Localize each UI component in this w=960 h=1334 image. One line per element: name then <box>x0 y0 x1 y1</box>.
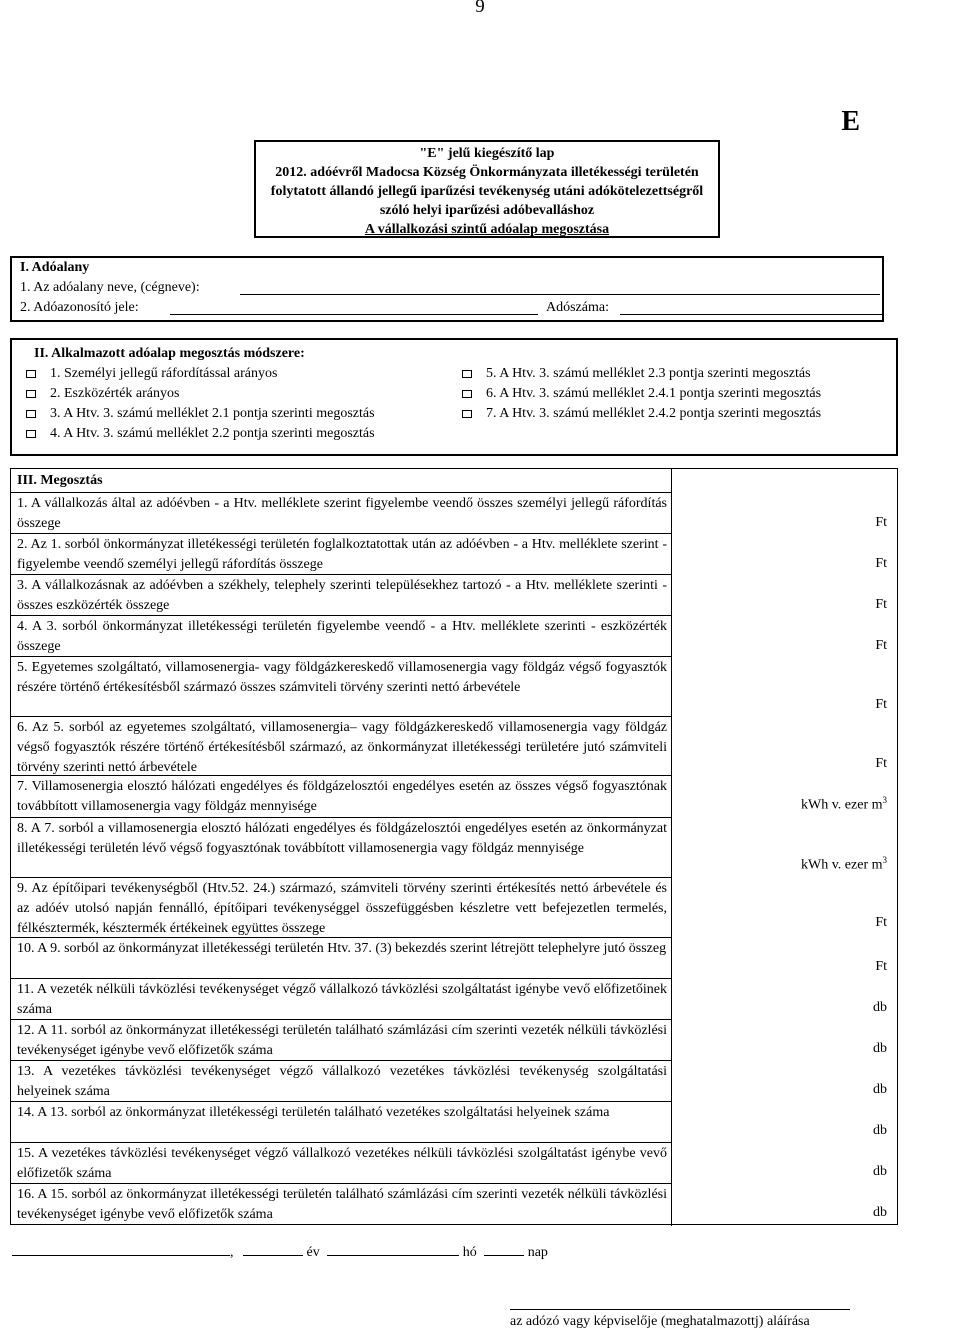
row-5: 5. Egyetemes szolgáltató, villamosenergia- vagy földgázkereskedő villamosenergia vagy földgáz végső fogyasztók részére történő értékesítésből származó összes számviteli törvény szerinti nettó árbevétele <box>11 657 671 717</box>
row-14: 14. A 13. sorból az önkormányzat illetékességi területén található vezetékes szolgáltatási helyeinek száma <box>11 1102 671 1143</box>
taxpayer-name-label: 1. Az adóalany neve, (cégneve): <box>20 280 200 295</box>
row-7: 7. Villamosenergia elosztó hálózati engedélyes és földgázelosztói engedélyes esetén az összes végső fogyasztónak továbbított villamosenergia vagy földgáz mennyisége <box>11 776 671 818</box>
unit-4: Ft <box>875 638 887 653</box>
unit-13: db <box>873 1082 887 1097</box>
unit-15: db <box>873 1164 887 1179</box>
checkbox[interactable] <box>462 390 472 398</box>
header-line-5: A vállalkozási szintű adóalap megosztása <box>364 222 610 237</box>
signature-line[interactable] <box>510 1298 850 1310</box>
section-method: II. Alkalmazott adóalap megosztás módszere: 1. Személyi jellegű ráfordítással arányos 2. Eszközérték arányos 3. A Htv. 3. számú melléklet 2.1 pontja szerinti megosztás 4. A Htv. 3. számú melléklet 2.2 pontja szerinti megosztás 5. A Htv. 3. számú melléklet 2.3 pontja szerinti megosztás 6. A Htv. 3. számú melléklet 2.4.1 pontja szerinti megosztás 7. A Htv. 3. számú melléklet 2.4.2 pontja szerinti megosztás <box>10 338 898 456</box>
row-12: 12. A 11. sorból az önkormányzat illetékességi területén található számlázási cím szerinti vezeték nélküli távközlési tevékenységet igénybe vevő előfizetők száma <box>11 1020 671 1061</box>
header-line-4: szóló helyi iparűzési adóbevalláshoz <box>379 203 595 218</box>
section-2-title: II. Alkalmazott adóalap megosztás módszere: <box>34 346 305 361</box>
section-3-title: III. Megosztás <box>11 469 671 493</box>
form-letter: E <box>841 106 860 137</box>
unit-9: Ft <box>875 915 887 930</box>
row-8: 8. A 7. sorból a villamosenergia elosztó hálózati engedélyes és földgázelosztói engedélyes esetén az önkormányzat illetékességi területén lévő végső fogyasztónak továbbított villamosenergia vagy földgáz mennyisége <box>11 818 671 878</box>
unit-11: db <box>873 1000 887 1015</box>
row-13: 13. A vezetékes távközlési tevékenységet végző vállalkozó vezetékes távközlési tevékenység szolgáltatási helyeinek száma <box>11 1061 671 1102</box>
unit-2: Ft <box>875 556 887 571</box>
checkbox[interactable] <box>462 370 472 378</box>
section-taxpayer <box>10 256 884 322</box>
form-header <box>254 140 720 238</box>
unit-6: Ft <box>875 756 887 771</box>
checkbox[interactable] <box>462 410 472 418</box>
tax-number-field[interactable] <box>620 314 882 315</box>
tax-number-label: Adószáma: <box>546 300 609 315</box>
tax-id-field[interactable] <box>170 314 538 315</box>
column-divider <box>671 469 672 1226</box>
year-field[interactable] <box>243 1242 303 1256</box>
taxpayer-name-field[interactable] <box>240 294 880 295</box>
row-3: 3. A vállalkozásnak az adóévben a székhely, telephely szerinti településekhez tartozó - a Htv. melléklete szerinti - összes eszközérték összege <box>11 575 671 616</box>
unit-14: db <box>873 1123 887 1138</box>
unit-5: Ft <box>875 697 887 712</box>
row-11: 11. A vezeték nélküli távközlési tevékenységet végző vállalkozó távközlési szolgáltatást igénybe vevő előfizetőinek száma <box>11 979 671 1020</box>
signature-label: az adózó vagy képviselője (meghatalmazottj) aláírása <box>510 1314 810 1329</box>
row-2: 2. Az 1. sorból önkormányzat illetékességi területén foglalkoztatottak után az adóévben - a Htv. melléklete szerint - figyelembe veendő személyi jellegű ráfordítás összege <box>11 534 671 575</box>
place-date-line: , év hó nap <box>12 1242 548 1261</box>
unit-7: kWh v. ezer $m^3$ <box>801 795 887 813</box>
row-10: 10. A 9. sorból az önkormányzat illetékességi területén Htv. 37. (3) bekezdés szerint létrejött telephelyre jutó összeg <box>11 938 671 979</box>
section-apportionment <box>10 468 898 1225</box>
row-1: 1. A vállalkozás által az adóévben - a Htv. melléklete szerint figyelembe veendő összes személyi jellegű ráfordítás összege <box>11 493 671 534</box>
page-number: 9 <box>475 0 485 17</box>
header-line-2: 2012. adóévről Madocsa Község Önkormányzata illetékességi területén <box>275 165 699 180</box>
unit-8: kWh v. ezer $m^3$ <box>801 855 887 873</box>
unit-16: db <box>873 1205 887 1220</box>
row-6: 6. Az 5. sorból az egyetemes szolgáltató, villamosenergia– vagy földgázkereskedő villamosenergia vagy földgáz végső fogyasztók részére történő értékesítésből származó, az önkormányzat illetékességi területére jutó számviteli törvény szerinti nettó árbevétele <box>11 717 671 776</box>
header-line-1: "E" jelű kiegészítő lap <box>419 146 555 161</box>
row-9: 9. Az építőipari tevékenységből (Htv.52. 24.) származó, számviteli törvény szerinti értékesítés nettó árbevétele és az adóév utolsó napján fennálló, építőipari tevékenységgel összefüggésben készletre vett befejezetlen termelés, félkésztermék, késztermék értékeinek együttes összege <box>11 878 671 938</box>
checkbox[interactable] <box>26 390 36 398</box>
month-field[interactable] <box>327 1242 459 1256</box>
checkbox[interactable] <box>26 410 36 418</box>
section-1-title: I. Adóalany <box>20 260 90 275</box>
row-16: 16. A 15. sorból az önkormányzat illetékességi területén található számlázási cím szerinti vezeték nélküli távközlési tevékenységet igénybe vevő előfizetők száma <box>17 1187 667 1222</box>
unit-1: Ft <box>875 515 887 530</box>
checkbox[interactable] <box>26 370 36 378</box>
checkbox[interactable] <box>26 430 36 438</box>
header-line-3: folytatott állandó jellegű iparűzési tevékenység utáni adókötelezettségről <box>270 184 704 199</box>
tax-id-label: 2. Adóazonosító jele: <box>20 300 139 315</box>
day-field[interactable] <box>484 1242 524 1256</box>
row-4: 4. A 3. sorból önkormányzat illetékességi területén figyelembe veendő - a Htv. melléklete szerinti - eszközérték összege <box>11 616 671 657</box>
unit-12: db <box>873 1041 887 1056</box>
place-field[interactable] <box>12 1242 230 1256</box>
unit-10: Ft <box>875 959 887 974</box>
row-15: 15. A vezetékes távközlési tevékenységet végző vállalkozó vezetékes nélküli távközlési szolgáltatást igénybe vevő előfizetők száma <box>11 1143 671 1184</box>
unit-3: Ft <box>875 597 887 612</box>
